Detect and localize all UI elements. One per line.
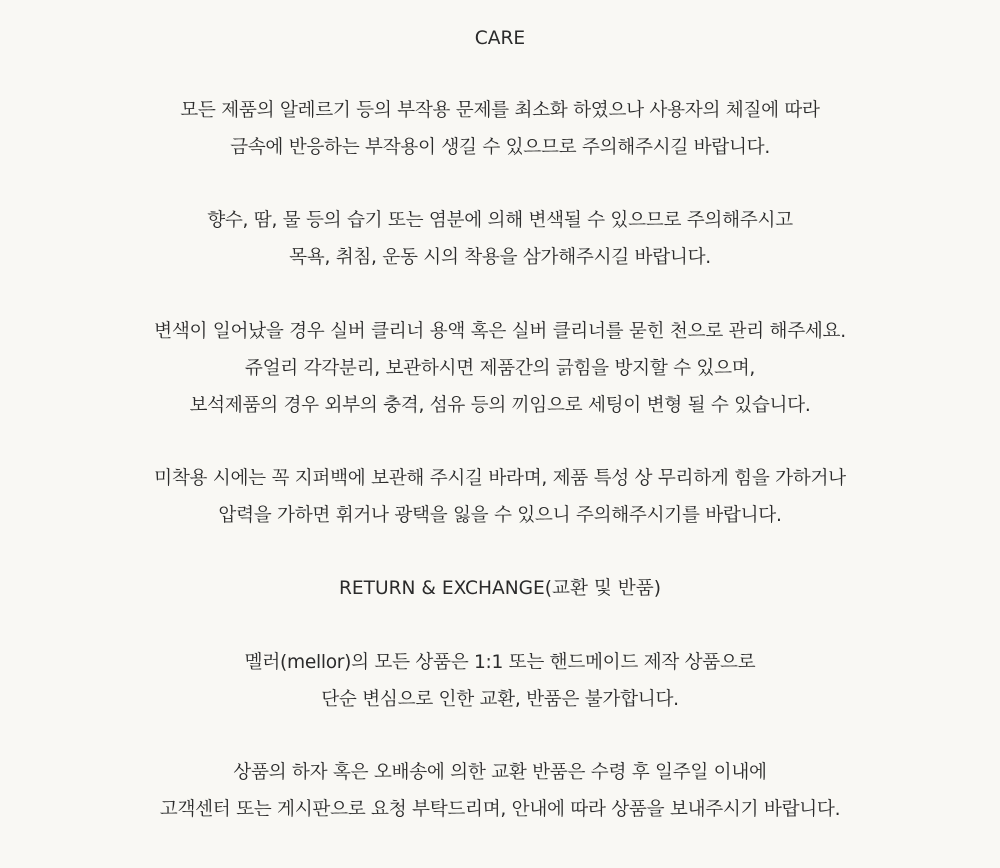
care-paragraph-3-line-2: 쥬얼리 각각분리, 보관하시면 제품간의 긁힘을 방지할 수 있으며, (244, 358, 756, 379)
return-paragraph-2-line-1: 상품의 하자 혹은 오배송에 의한 교환 반품은 수령 후 일주일 이내에 (233, 762, 767, 783)
care-paragraph-2-line-2: 목욕, 취침, 운동 시의 착용을 삼가해주시길 바랍니다. (289, 247, 711, 268)
care-paragraph-3-line-3: 보석제품의 경우 외부의 충격, 섬유 등의 끼임으로 세팅이 변형 될 수 있습니다. (189, 395, 811, 416)
return-paragraph-1-line-1: 멜러(mellor)의 모든 상품은 1:1 또는 핸드메이드 제작 상품으로 (244, 652, 756, 673)
care-paragraph-1-line-2: 금속에 반응하는 부작용이 생길 수 있으므로 주의해주시길 바랍니다. (230, 137, 770, 158)
care-paragraph-4-line-2: 압력을 가하면 휘거나 광택을 잃을 수 있으니 주의해주시기를 바랍니다. (218, 505, 782, 526)
return-exchange-heading: RETURN & EXCHANGE(교환 및 반품) (338, 578, 662, 599)
care-paragraph-3-line-1: 변색이 일어났을 경우 실버 클리너 용액 혹은 실버 클리너를 묻힌 천으로 관리 해주세요. (154, 321, 846, 342)
care-paragraph-1-line-1: 모든 제품의 알레르기 등의 부작용 문제를 최소화 하였으나 사용자의 체질에 따라 (180, 100, 820, 121)
care-paragraph-2-line-1: 향수, 땀, 물 등의 습기 또는 염분에 의해 변색될 수 있으므로 주의해주시고 (207, 210, 793, 231)
care-heading: CARE (474, 28, 526, 49)
care-paragraph-4-line-1: 미착용 시에는 꼭 지퍼백에 보관해 주시길 바라며, 제품 특성 상 무리하게 힘을 가하거나 (154, 468, 846, 489)
return-paragraph-2-line-2: 고객센터 또는 게시판으로 요청 부탁드리며, 안내에 따라 상품을 보내주시기 바랍니다. (159, 799, 841, 820)
return-paragraph-1-line-2: 단순 변심으로 인한 교환, 반품은 불가합니다. (321, 689, 679, 710)
